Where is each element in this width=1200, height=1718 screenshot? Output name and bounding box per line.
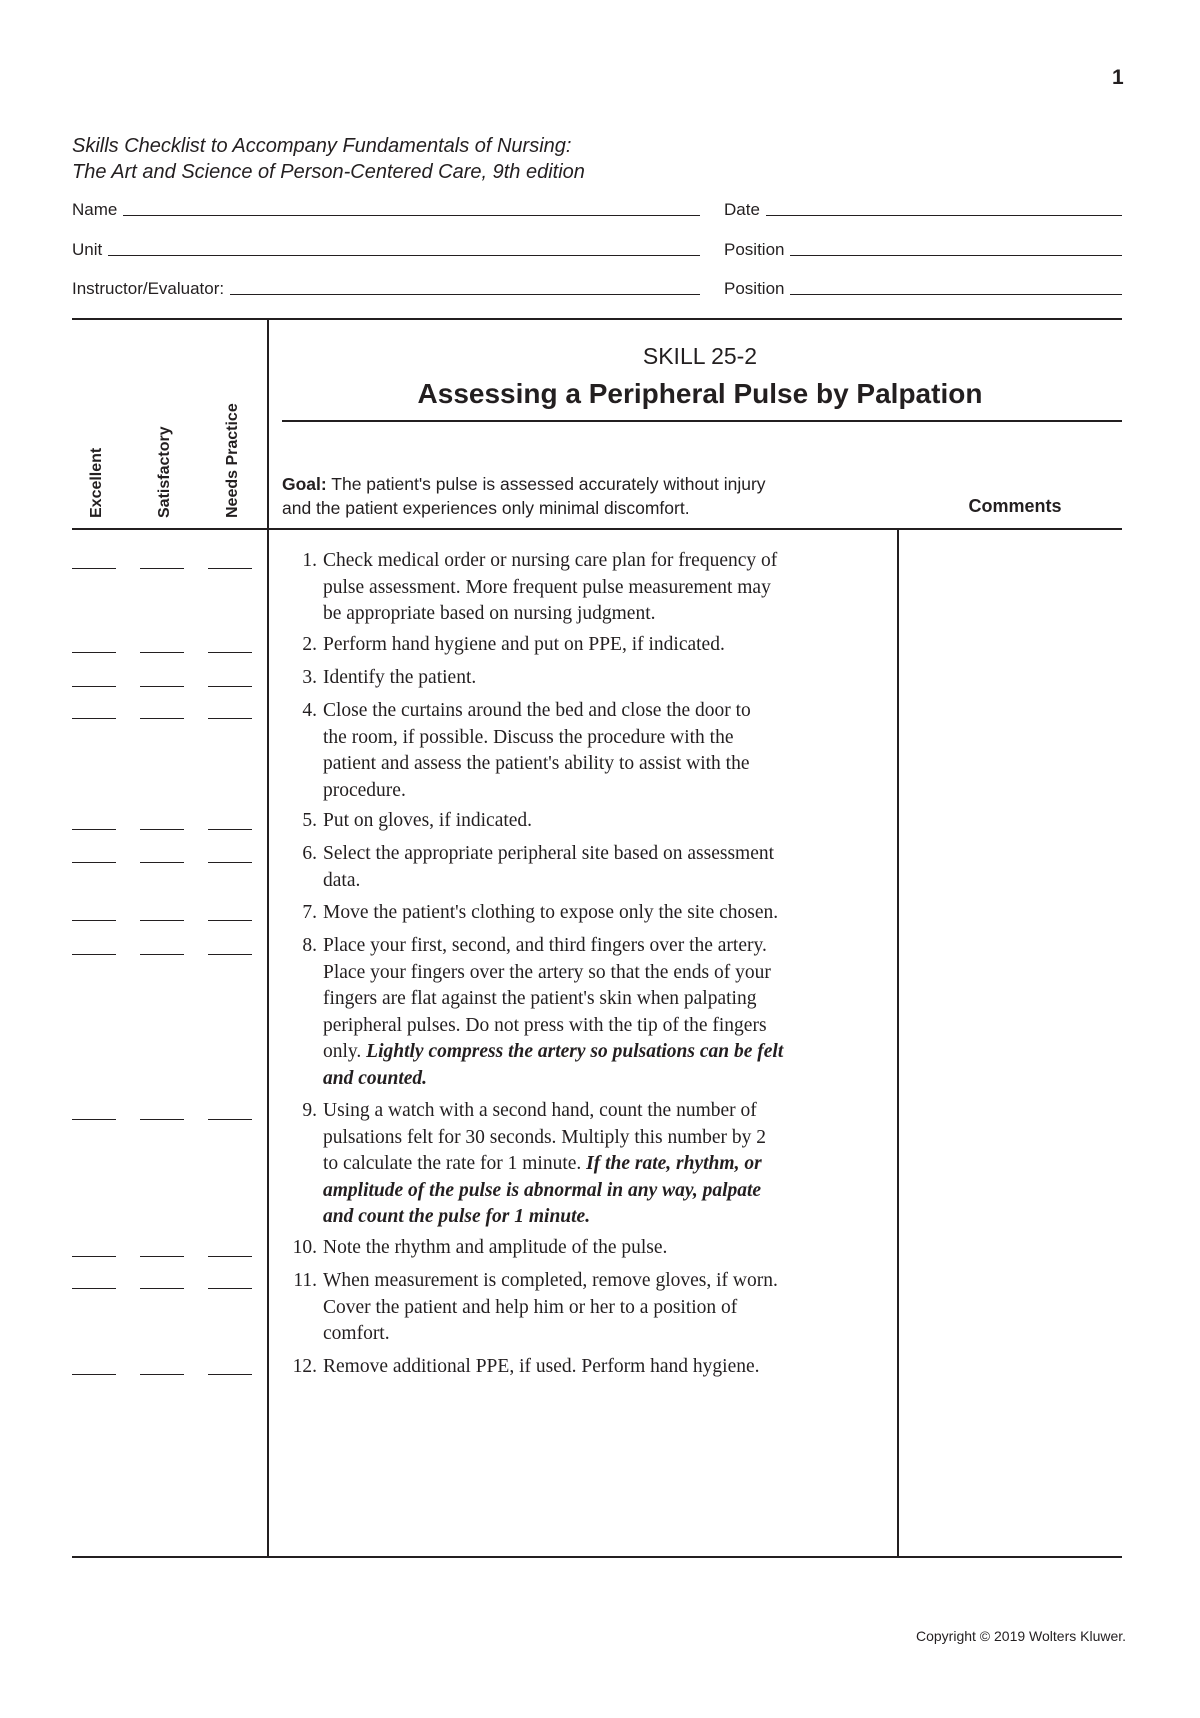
step-line: be appropriate based on nursing judgment. xyxy=(323,603,656,624)
goal-text-1: The patient's pulse is assessed accurately without injury xyxy=(331,474,766,494)
step-line: Cover the patient and help him or her to a position of xyxy=(323,1296,738,1318)
step-number: 8. xyxy=(302,935,317,956)
step-text xyxy=(323,548,890,628)
satisfactory-blank[interactable] xyxy=(140,568,184,569)
page-number: 1 xyxy=(1112,66,1124,89)
rating-blanks-1[interactable] xyxy=(72,568,252,570)
needs-practice-blank[interactable] xyxy=(208,1256,252,1257)
instructor-label: Instructor/Evaluator: xyxy=(72,279,225,298)
excellent-column-header: Excellent xyxy=(88,447,105,518)
comments-column-divider xyxy=(897,530,899,1557)
step-number: 12. xyxy=(292,1356,317,1377)
step-line: the room, if possible. Discuss the procedure with the xyxy=(323,726,734,748)
satisfactory-column-header: Satisfactory xyxy=(156,426,173,518)
position-line-1[interactable] xyxy=(790,255,1122,256)
goal-line-1 xyxy=(282,472,882,496)
copyright-notice: Copyright © 2019 Wolters Kluwer. xyxy=(916,1628,1127,1644)
rating-blanks-3[interactable] xyxy=(72,686,252,688)
rating-blanks-2[interactable] xyxy=(72,652,252,654)
excellent-blank[interactable] xyxy=(72,686,116,687)
skill-number: SKILL 25-2 xyxy=(642,343,758,369)
step-1 xyxy=(275,548,890,628)
table-header-rule xyxy=(72,528,1122,530)
step-line: comfort. xyxy=(323,1323,390,1344)
step-line: When measurement is completed, remove gloves, if worn. xyxy=(323,1270,778,1291)
instructor-line[interactable] xyxy=(230,294,700,295)
step-line: Close the curtains around the bed and close the door to xyxy=(323,700,751,721)
position-field-2[interactable] xyxy=(724,275,1122,299)
skill-title: Assessing a Peripheral Pulse by Palpation xyxy=(417,378,983,409)
step-text-emphasis: If the rate, rhythm, or xyxy=(586,1153,762,1174)
goal-line-2: and the patient experiences only minimal discomfort. xyxy=(282,498,690,518)
position-field-1[interactable] xyxy=(724,236,1122,260)
step-text-plain: only. xyxy=(323,1041,362,1062)
excellent-blank[interactable] xyxy=(72,829,116,830)
step-line: Perform hand hygiene and put on PPE, if indicated. xyxy=(323,634,725,655)
step-line: Place your fingers over the artery so that the ends of your xyxy=(323,961,771,983)
satisfactory-blank[interactable] xyxy=(140,686,184,687)
excellent-blank[interactable] xyxy=(72,1288,116,1289)
satisfactory-blank[interactable] xyxy=(140,1374,184,1375)
step-line: Remove additional PPE, if used. Perform hand hygiene. xyxy=(323,1356,760,1377)
excellent-blank[interactable] xyxy=(72,718,116,719)
excellent-blank[interactable] xyxy=(72,1119,116,1120)
step-line: Put on gloves, if indicated. xyxy=(323,810,533,831)
book-title-line-1: Skills Checklist to Accompany Fundamentals of Nursing: xyxy=(72,135,572,157)
step-line: pulse assessment. More frequent pulse measurement may xyxy=(323,576,771,598)
needs-practice-column-header: Needs Practice xyxy=(224,403,241,518)
name-label: Name xyxy=(72,200,118,219)
step-2 xyxy=(275,632,890,659)
excellent-blank[interactable] xyxy=(72,1256,116,1257)
rating-blanks-7[interactable] xyxy=(72,920,252,922)
step-line: Note the rhythm and amplitude of the pulse. xyxy=(323,1237,668,1258)
rating-blanks-4[interactable] xyxy=(72,718,252,720)
needs-practice-blank[interactable] xyxy=(208,1288,252,1289)
needs-practice-blank[interactable] xyxy=(208,920,252,921)
title-underline-rule xyxy=(282,420,1122,422)
satisfactory-blank[interactable] xyxy=(140,829,184,830)
step-number: 5. xyxy=(302,810,317,831)
step-line xyxy=(323,1151,890,1178)
unit-field[interactable] xyxy=(72,236,700,260)
excellent-blank[interactable] xyxy=(72,652,116,653)
step-text-plain: to calculate the rate for 1 minute. xyxy=(323,1153,582,1174)
satisfactory-blank[interactable] xyxy=(140,1119,184,1120)
step-4 xyxy=(275,698,890,804)
step-text xyxy=(323,1354,890,1381)
unit-line[interactable] xyxy=(108,255,700,256)
needs-practice-blank[interactable] xyxy=(208,1374,252,1375)
satisfactory-blank[interactable] xyxy=(140,652,184,653)
instructor-field[interactable] xyxy=(72,275,700,299)
step-number: 11. xyxy=(293,1270,317,1291)
position-label-2: Position xyxy=(724,279,785,298)
book-title-line-2: The Art and Science of Person-Centered Care, 9th edition xyxy=(72,161,585,183)
step-7 xyxy=(275,900,890,927)
step-10 xyxy=(275,1235,890,1262)
step-line: procedure. xyxy=(323,779,406,801)
step-line-emphasis: amplitude of the pulse is abnormal in any way, palpate xyxy=(323,1179,762,1201)
step-line: Select the appropriate peripheral site based on assessment xyxy=(323,843,775,864)
step-12 xyxy=(275,1354,890,1381)
step-number: 1. xyxy=(302,550,317,571)
step-number: 2. xyxy=(302,634,317,655)
step-line xyxy=(323,1039,890,1066)
satisfactory-blank[interactable] xyxy=(140,920,184,921)
needs-practice-blank[interactable] xyxy=(208,954,252,955)
rating-blanks-8[interactable] xyxy=(72,954,252,956)
step-11 xyxy=(275,1268,890,1348)
needs-practice-blank[interactable] xyxy=(208,829,252,830)
date-line[interactable] xyxy=(766,215,1122,216)
step-6 xyxy=(275,841,890,894)
step-3 xyxy=(275,665,890,692)
needs-practice-blank[interactable] xyxy=(208,1119,252,1120)
step-line-emphasis: and count the pulse for 1 minute. xyxy=(323,1206,591,1227)
step-line: data. xyxy=(323,869,361,891)
date-field[interactable] xyxy=(724,196,1122,220)
needs-practice-blank[interactable] xyxy=(208,686,252,687)
position-line-2[interactable] xyxy=(790,294,1122,295)
table-top-rule xyxy=(72,318,1122,320)
step-line: Place your first, second, and third fingers over the artery. xyxy=(323,935,767,956)
step-number: 10. xyxy=(292,1237,317,1258)
goal-label: Goal: xyxy=(282,474,327,494)
step-5 xyxy=(275,808,890,835)
satisfactory-blank[interactable] xyxy=(140,718,184,719)
step-line: Identify the patient. xyxy=(323,667,477,688)
step-text xyxy=(323,900,890,927)
rating-blanks-6[interactable] xyxy=(72,862,252,864)
unit-label: Unit xyxy=(72,240,103,259)
step-number: 7. xyxy=(302,902,317,923)
needs-practice-blank[interactable] xyxy=(208,652,252,653)
rating-blanks-12[interactable] xyxy=(72,1374,252,1376)
step-text xyxy=(323,841,890,894)
position-label-1: Position xyxy=(724,240,785,259)
step-text xyxy=(323,632,890,659)
rating-column-divider xyxy=(267,320,269,1557)
excellent-blank[interactable] xyxy=(72,920,116,921)
step-text xyxy=(323,665,890,692)
step-line: Using a watch with a second hand, count the number of xyxy=(323,1100,757,1121)
name-line[interactable] xyxy=(123,215,700,216)
step-text xyxy=(323,1268,890,1348)
needs-practice-blank[interactable] xyxy=(208,718,252,719)
step-line: pulsations felt for 30 seconds. Multiply this number by 2 xyxy=(323,1126,767,1148)
excellent-blank[interactable] xyxy=(72,954,116,955)
rating-blanks-5[interactable] xyxy=(72,829,252,831)
goal-statement xyxy=(282,472,882,520)
name-field[interactable] xyxy=(72,196,700,220)
satisfactory-blank[interactable] xyxy=(140,954,184,955)
needs-practice-blank[interactable] xyxy=(208,862,252,863)
step-text-emphasis: Lightly compress the artery so pulsations can be felt xyxy=(366,1041,784,1062)
satisfactory-blank[interactable] xyxy=(140,1256,184,1257)
step-number: 3. xyxy=(302,667,317,688)
rating-blanks-9[interactable] xyxy=(72,1119,252,1121)
step-text xyxy=(323,808,890,835)
step-text xyxy=(323,698,890,804)
step-text xyxy=(323,1098,890,1231)
step-line: patient and assess the patient's ability to assist with the xyxy=(323,753,750,774)
step-line: fingers are flat against the patient's skin when palpating xyxy=(323,988,757,1009)
step-line-emphasis: and counted. xyxy=(323,1067,428,1089)
needs-practice-blank[interactable] xyxy=(208,568,252,569)
step-number: 9. xyxy=(302,1100,317,1121)
step-number: 4. xyxy=(302,700,317,721)
rating-blanks-10[interactable] xyxy=(72,1256,252,1258)
step-text xyxy=(323,1235,890,1262)
rating-blanks-11[interactable] xyxy=(72,1288,252,1290)
table-bottom-rule xyxy=(72,1556,1122,1558)
excellent-blank[interactable] xyxy=(72,1374,116,1375)
excellent-blank[interactable] xyxy=(72,862,116,863)
date-label: Date xyxy=(724,200,760,219)
step-9 xyxy=(275,1098,890,1231)
step-text xyxy=(323,933,890,1092)
step-line: Move the patient's clothing to expose only the site chosen. xyxy=(323,902,779,923)
excellent-blank[interactable] xyxy=(72,568,116,569)
satisfactory-blank[interactable] xyxy=(140,1288,184,1289)
comments-header: Comments xyxy=(968,496,1062,516)
step-number: 6. xyxy=(302,843,317,864)
step-8 xyxy=(275,933,890,1092)
satisfactory-blank[interactable] xyxy=(140,862,184,863)
step-line: peripheral pulses. Do not press with the tip of the fingers xyxy=(323,1014,767,1036)
step-line: Check medical order or nursing care plan for frequency of xyxy=(323,550,778,571)
